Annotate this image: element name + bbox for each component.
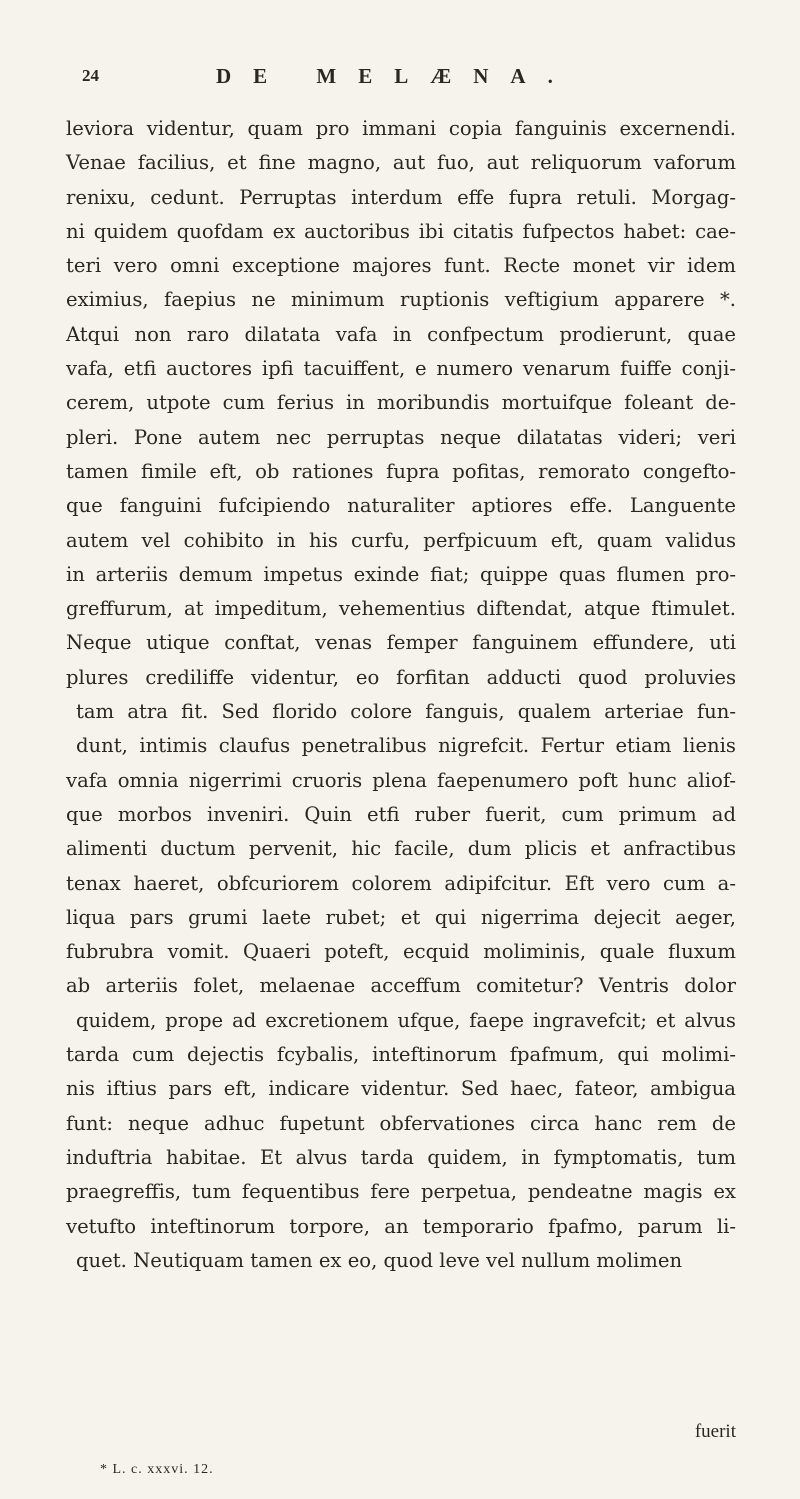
- text-line: vetufto inteftinorum torpore, an temporario fpafmo, parum li-: [66, 1214, 736, 1238]
- text-line: nis iftius pars eft, indicare videntur. Sed haec, fateor, ambigua: [66, 1077, 736, 1101]
- text-line: leviora videntur, quam pro immani copia fanguinis excernendi.: [66, 117, 736, 140]
- text-line: que morbos inveniri. Quin etfi ruber fuerit, cum primum ad: [66, 802, 736, 826]
- running-title: DE MELÆNA.: [216, 64, 575, 88]
- text-line: quidem, prope ad excretionem ufque, faepe ingravefcit; et alvus: [76, 1008, 736, 1032]
- text-line: greffurum, at impeditum, vehementius diftendat, atque ftimulet.: [66, 597, 736, 621]
- text-line: plures crediliffe videntur, eo forfitan adducti quod proluvies: [66, 665, 736, 689]
- text-line: ab arteriis folet, melaenae acceffum comitetur? Ventris dolor: [66, 974, 736, 998]
- text-line: quet. Neutiquam tamen ex eo, quod leve vel nullum molimen: [76, 1248, 683, 1272]
- text-line: eximius, faepius ne minimum ruptionis veftigium apparere *.: [66, 288, 736, 312]
- text-line: Venae facilius, et fine magno, aut fuo, aut reliquorum vaforum: [66, 151, 736, 175]
- text-line: induftria habitae. Et alvus tarda quidem, in fymptomatis, tum: [66, 1145, 736, 1169]
- text-line: funt: neque adhuc fupetunt obfervationes circa hanc rem de: [66, 1111, 736, 1135]
- text-line: fubrubra vomit. Quaeri poteft, ecquid moliminis, quale fluxum: [66, 940, 736, 964]
- page-number: 24: [82, 66, 99, 85]
- text-line: alimenti ductum pervenit, hic facile, dum plicis et anfractibus: [66, 837, 736, 861]
- footnote: * L. c. xxxvi. 12.: [100, 1462, 214, 1477]
- text-line: pleri. Pone autem nec perruptas neque dilatatas videri; veri: [66, 425, 736, 449]
- text-line: ni quidem quofdam ex auctoribus ibi citatis fufpectos habet: cae-: [66, 219, 736, 243]
- text-line: Atqui non raro dilatata vafa in confpectum prodierunt, quae: [66, 322, 736, 346]
- text-line: dunt, intimis claufus penetralibus nigrefcit. Fertur etiam lienis: [76, 734, 736, 758]
- catchword: fuerit: [694, 1421, 736, 1442]
- text-line: tamen fimile eft, ob rationes fupra pofitas, remorato congefto-: [66, 459, 736, 483]
- text-line: cerem, utpote cum ferius in moribundis mortuifque foleant de-: [66, 391, 736, 415]
- text-line: tam atra fit. Sed florido colore fanguis, qualem arteriae fun-: [76, 700, 736, 724]
- text-line: teri vero omni exceptione majores funt. Recte monet vir idem: [66, 254, 736, 278]
- running-head: [66, 64, 736, 94]
- text-line: autem vel cohibito in his curfu, perfpicuum eft, quam validus: [66, 528, 736, 552]
- text-line: in arteriis demum impetus exinde fiat; quippe quas flumen pro-: [66, 562, 736, 586]
- text-line: liqua pars grumi laete rubet; et qui nigerrima dejecit aeger,: [66, 905, 736, 929]
- text-line: vafa omnia nigerrimi cruoris plena faepenumero poft hunc aliof-: [66, 768, 736, 792]
- text-line: praegreffis, tum fequentibus fere perpetua, pendeatne magis ex: [66, 1180, 736, 1204]
- text-line: vafa, etfi auctores ipfi tacuiffent, e numero venarum fuiffe conji-: [66, 357, 736, 381]
- text-line: tarda cum dejectis fcybalis, inteftinorum fpafmum, qui molimi-: [66, 1043, 736, 1067]
- body-text: [66, 112, 736, 1278]
- text-line: tenax haeret, obfcuriorem colorem adipifcitur. Eft vero cum a-: [66, 871, 736, 895]
- text-line: Neque utique conftat, venas femper fanguinem effundere, uti: [66, 631, 736, 655]
- text-line: que fanguini fufcipiendo naturaliter aptiores effe. Languente: [66, 494, 736, 518]
- text-line: renixu, cedunt. Perruptas interdum effe fupra retuli. Morgag-: [66, 185, 736, 209]
